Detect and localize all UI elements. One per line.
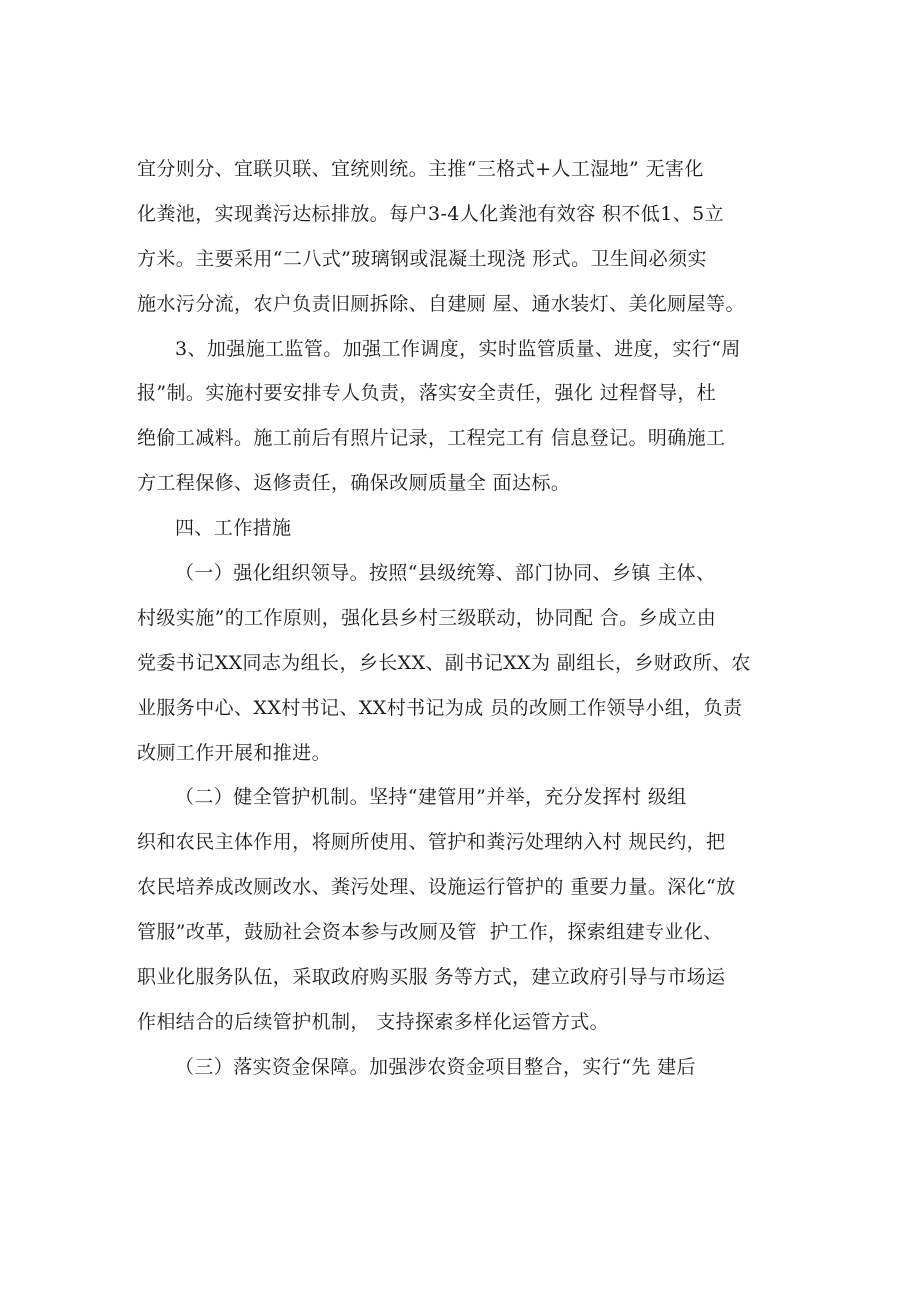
text-line: 业服务中心、XX村书记、XX村书记为成 员的改厕工作领导小组，负责 xyxy=(137,696,743,719)
text-line: 职业化服务队伍，采取政府购买服 务等方式，建立政府引导与市场运 xyxy=(137,966,726,989)
text-line: 方工程保修、返修责任，确保改厕质量全 面达标。 xyxy=(137,472,571,495)
text-line: 改厕工作开展和推进。 xyxy=(137,741,332,764)
paragraph-start-line: （三）落实资金保障。加强涉农资金项目整合，实行“先 建后 xyxy=(175,1055,696,1078)
text-line: 施水污分流，农户负责旧厕拆除、自建厕 屋、通水装灯、美化厕屋等。 xyxy=(137,292,745,315)
text-line: 农民培养成改厕改水、粪污处理、设施运行管护的 重要力量。深化“放 xyxy=(137,876,736,899)
text-line: 方米。主要采用“二八式”玻璃钢或混凝土现浇 形式。卫生间必须实 xyxy=(137,247,707,270)
paragraph-start-line: （二）健全管护机制。坚持“建管用”并举，充分发挥村 级组 xyxy=(175,786,687,809)
text-line: 织和农民主体作用，将厕所使用、管护和粪污处理纳入村 规民约，把 xyxy=(137,831,726,854)
text-line: 报”制。实施村要安排专人负责，落实安全责任，强化 过程督导，杜 xyxy=(137,382,717,405)
text-line: 宜分则分、宜联贝联、宜统则统。主推“三格式+人工湿地” 无害化 xyxy=(137,158,704,180)
section-heading: 四、工作措施 xyxy=(175,517,292,540)
document-body xyxy=(137,147,792,1090)
text-line: 党委书记XX同志为组长，乡长XX、副书记XX为 副组长，乡财政所、农 xyxy=(137,651,751,674)
paragraph-start-line: （一）强化组织领导。按照“县级统筹、部门协同、乡镇 主体、 xyxy=(175,562,716,585)
paragraph-start-line: 3、加强施工监管。加强工作调度，实时监管质量、进度，实行“周 xyxy=(175,337,741,360)
text-line: 绝偷工减料。施工前后有照片记录，工程完工有 信息登记。明确施工 xyxy=(137,427,726,450)
text-line: 化粪池，实现粪污达标排放。每户3-4人化粪池有效容 积不低1、5立 xyxy=(137,202,725,225)
text-line: 村级实施”的工作原则，强化县乡村三级联动，协同配 合。乡成立由 xyxy=(137,606,717,629)
text-line: 管服”改革，鼓励社会资本参与改厕及管 护工作，探索组建专业化、 xyxy=(137,921,723,944)
text-line: 作相结合的后续管护机制， 支持探索多样化运管方式。 xyxy=(137,1010,610,1033)
